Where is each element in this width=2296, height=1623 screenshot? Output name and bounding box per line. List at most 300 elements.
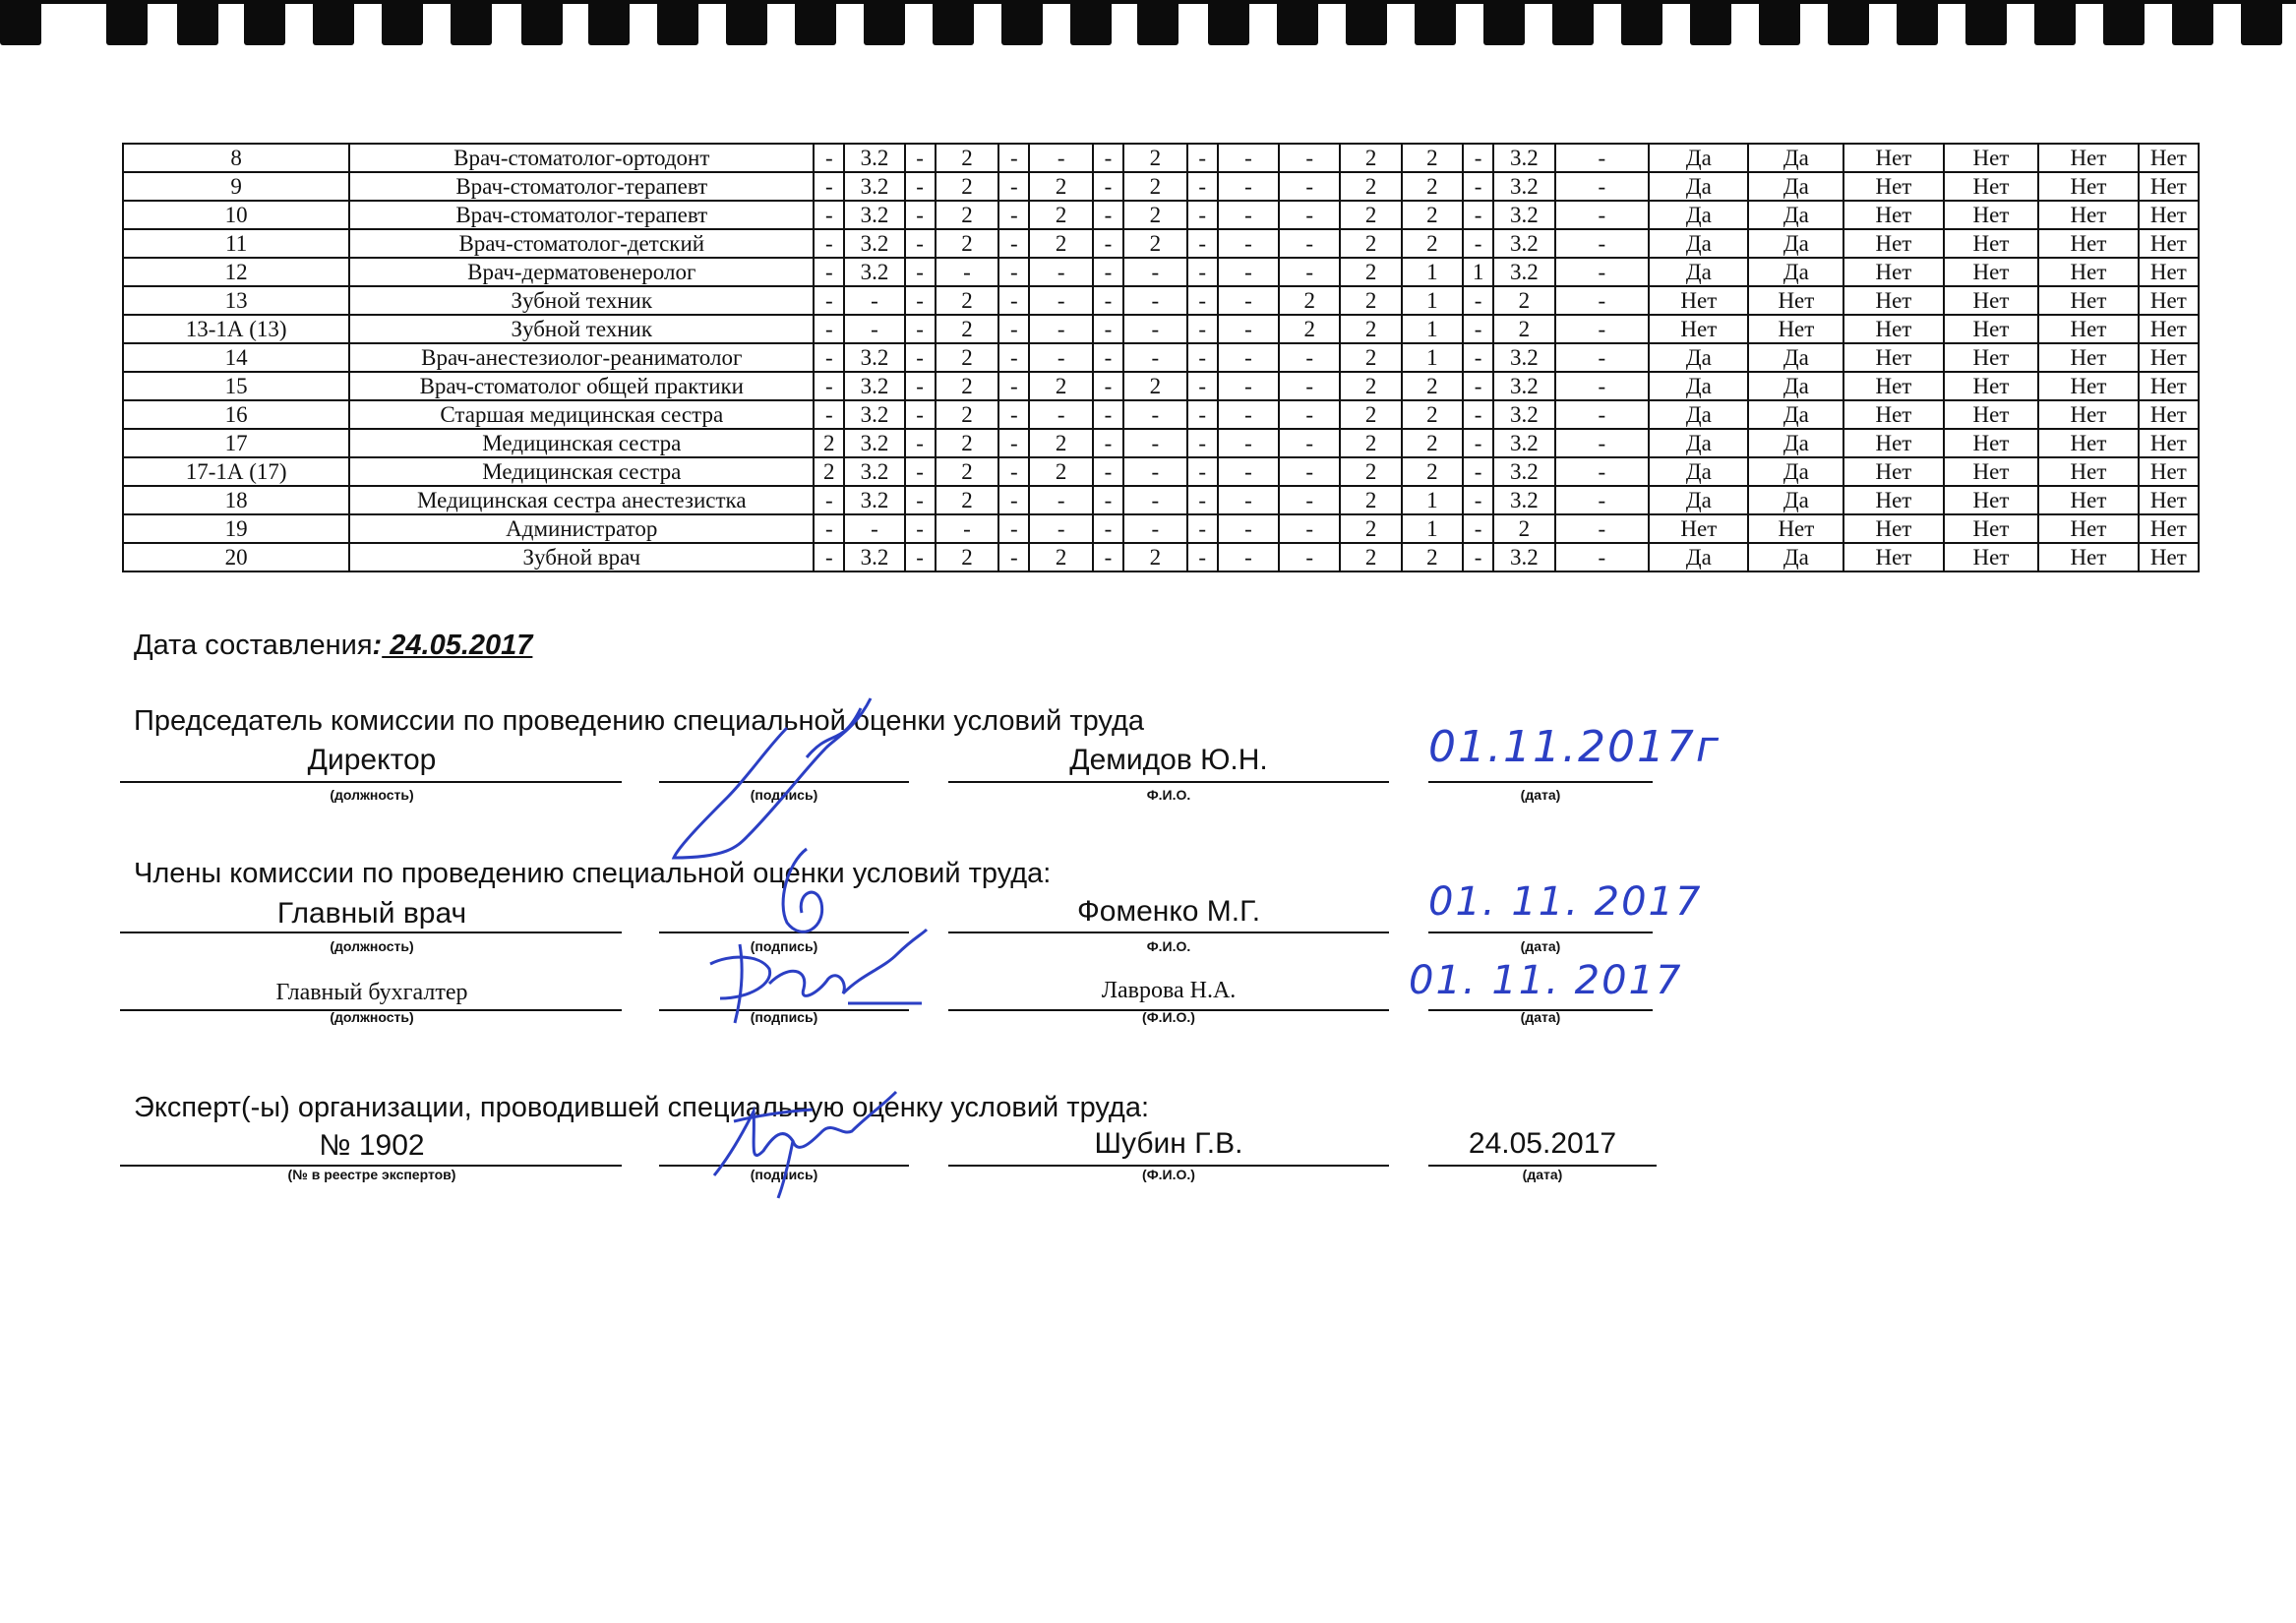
binding-hole [933,0,974,45]
table-cell: - [844,315,904,343]
table-cell: 3.2 [1493,457,1554,486]
member-1-caption-position: (должность) [330,938,414,954]
table-cell: - [998,514,1029,543]
table-cell: 3.2 [844,372,904,400]
table-cell: - [1093,514,1123,543]
table-cell: Нет [1843,343,1943,372]
table-cell: - [1093,315,1123,343]
binding-hole [726,0,767,45]
table-cell: Да [1748,429,1843,457]
chairman-caption-name: Ф.И.О. [1146,787,1191,803]
table-cell: - [1029,286,1093,315]
table-cell: Нет [2038,315,2138,343]
table-cell: Нет [2139,258,2199,286]
table-cell: - [1463,286,1493,315]
row-number: 9 [123,172,349,201]
table-cell: 3.2 [1493,486,1554,514]
expert-caption-name: (Ф.И.О.) [1142,1167,1195,1182]
row-number: 17 [123,429,349,457]
table-cell: Да [1748,144,1843,172]
expert-date: 24.05.2017 [1468,1127,1617,1160]
table-cell: Нет [1843,229,1943,258]
table-cell: - [1555,429,1650,457]
table-cell: - [814,486,844,514]
table-cell: - [814,258,844,286]
table-cell: Нет [2139,286,2199,315]
table-cell: Да [1748,486,1843,514]
table-cell: - [1218,201,1279,229]
table-cell: 2 [936,286,999,315]
table-cell: - [1279,514,1340,543]
binding-hole [588,0,630,45]
table-cell: 2 [1402,400,1463,429]
table-cell: 2 [936,201,999,229]
binding-hole [795,0,836,45]
table-cell: - [1555,172,1650,201]
table-cell: - [998,486,1029,514]
table-cell: Нет [1843,372,1943,400]
table-cell: 2 [1279,286,1340,315]
chairman-caption-signature: (подпись) [750,787,818,803]
table-cell: 3.2 [844,258,904,286]
chairman-heading: Председатель комиссии по проведению специальной оценки условий труда [134,705,1145,737]
table-row [123,286,2199,315]
table-cell: - [905,315,936,343]
table-cell: 3.2 [844,201,904,229]
member-1-position-line [120,932,622,933]
expert-name: Шубин Г.В. [1094,1127,1243,1160]
table-cell: Нет [1944,514,2039,543]
table-cell: Нет [2038,201,2138,229]
table-cell: - [1279,201,1340,229]
table-cell: - [1555,372,1650,400]
member-1-name-line [948,932,1389,933]
table-cell: 2 [936,229,999,258]
table-row [123,514,2199,543]
table-cell: 2 [936,372,999,400]
binding-hole [2241,0,2282,45]
row-number: 18 [123,486,349,514]
table-cell: - [814,229,844,258]
table-cell: 2 [1123,229,1187,258]
table-cell: Нет [1843,514,1943,543]
table-cell: - [1187,429,1218,457]
table-cell: Нет [1843,286,1943,315]
table-cell: 1 [1402,258,1463,286]
table-cell: - [905,514,936,543]
table-cell: Нет [2139,144,2199,172]
table-cell: 2 [936,429,999,457]
table-cell: - [1218,315,1279,343]
table-cell: - [1123,286,1187,315]
table-cell: 2 [1402,372,1463,400]
table-cell: - [814,315,844,343]
table-cell: 1 [1402,315,1463,343]
table-cell: 2 [1029,543,1093,571]
table-cell: - [1093,343,1123,372]
table-cell: 3.2 [1493,172,1554,201]
member-1-date: 01. 11. 2017 [1428,879,1703,925]
table-cell: 2 [1340,543,1401,571]
job-title: Медицинская сестра [349,457,814,486]
table-cell: - [1093,172,1123,201]
table-cell: - [1093,429,1123,457]
table-cell: - [1093,543,1123,571]
table-cell: - [905,429,936,457]
table-row [123,543,2199,571]
binding-hole [864,0,905,45]
table-cell: - [1463,201,1493,229]
job-title: Врач-дерматовенеролог [349,258,814,286]
table-cell: - [814,172,844,201]
table-cell: 2 [1493,514,1554,543]
table-cell: - [1029,486,1093,514]
table-cell: Нет [1944,201,2039,229]
member-1-date-line [1428,932,1653,933]
table-cell: Нет [2038,486,2138,514]
table-cell: Нет [2139,400,2199,429]
spiral-binding [0,0,2296,61]
table-cell: - [814,514,844,543]
table-cell: - [1555,201,1650,229]
table-cell: - [1218,400,1279,429]
table-cell: - [1187,372,1218,400]
table-cell: - [1218,144,1279,172]
table-cell: 3.2 [1493,144,1554,172]
table-cell: 2 [814,429,844,457]
table-cell: Нет [1944,400,2039,429]
chairman-position-line [120,781,622,783]
table-cell: - [1218,343,1279,372]
table-cell: - [1555,400,1650,429]
expert-heading: Эксперт(-ы) организации, проводившей специальную оценку условий труда: [134,1092,1150,1123]
member-2-position: Главный бухгалтер [275,980,468,1005]
table-cell: - [1123,514,1187,543]
table-cell: - [1187,258,1218,286]
table-row [123,429,2199,457]
table-cell: 3.2 [844,457,904,486]
table-cell: Нет [2038,258,2138,286]
table-cell: - [998,372,1029,400]
table-cell: 2 [1402,429,1463,457]
table-cell: - [1555,514,1650,543]
binding-hole [1552,0,1594,45]
table-cell: Нет [1944,258,2039,286]
table-cell: Да [1649,343,1748,372]
binding-hole [106,0,148,45]
table-row [123,144,2199,172]
table-cell: 2 [1340,172,1401,201]
member-2-caption-name: (Ф.И.О.) [1142,1009,1195,1025]
table-cell: 2 [936,543,999,571]
chairman-caption-position: (должность) [330,787,414,803]
date-compiled-value: 24.05.2017 [382,630,533,661]
table-cell: 2 [1340,229,1401,258]
table-cell: - [1463,400,1493,429]
table-cell: - [1218,514,1279,543]
table-cell: - [1187,229,1218,258]
row-number: 11 [123,229,349,258]
table-row [123,400,2199,429]
table-cell: 2 [1402,144,1463,172]
job-title: Медицинская сестра анестезистка [349,486,814,514]
table-cell: Нет [1944,229,2039,258]
table-cell: Да [1748,400,1843,429]
job-title: Врач-стоматолог-терапевт [349,201,814,229]
binding-hole [521,0,563,45]
table-cell: - [998,201,1029,229]
table-row [123,343,2199,372]
table-cell: 2 [1123,172,1187,201]
table-cell: - [1123,429,1187,457]
binding-hole [2103,0,2145,45]
table-cell: - [998,229,1029,258]
table-cell: - [1555,457,1650,486]
date-compiled-label: Дата составления [134,630,373,661]
table-cell: 2 [1340,400,1401,429]
table-cell: - [905,400,936,429]
date-compiled [134,630,532,662]
table-cell: Да [1649,372,1748,400]
table-cell: 3.2 [1493,400,1554,429]
table-cell: - [1218,172,1279,201]
table-cell: 2 [1123,543,1187,571]
table-cell: Нет [1944,144,2039,172]
row-number: 10 [123,201,349,229]
table-cell: 2 [1402,229,1463,258]
table-cell: - [844,286,904,315]
table-cell: - [1555,343,1650,372]
table-cell: Нет [1649,514,1748,543]
table-cell: - [1279,429,1340,457]
table-cell: Нет [1944,343,2039,372]
table-cell: - [936,258,999,286]
table-cell: - [1029,343,1093,372]
chairman-name: Демидов Ю.Н. [1069,744,1268,776]
table-cell: - [905,486,936,514]
table-cell: Нет [2139,315,2199,343]
table-cell: - [905,229,936,258]
table-cell: - [1463,372,1493,400]
table-cell: - [1463,172,1493,201]
table-cell: 2 [1279,315,1340,343]
table-row [123,372,2199,400]
job-title: Медицинская сестра [349,429,814,457]
table-cell: - [998,172,1029,201]
binding-hole [382,0,423,45]
table-cell: Нет [1748,286,1843,315]
table-cell: - [1218,486,1279,514]
table-cell: - [936,514,999,543]
table-cell: - [1187,343,1218,372]
table-cell: - [1187,457,1218,486]
binding-hole [657,0,698,45]
table-cell: 3.2 [1493,201,1554,229]
row-number: 13 [123,286,349,315]
table-cell: 3.2 [1493,372,1554,400]
table-row [123,172,2199,201]
table-cell: 3.2 [844,429,904,457]
table-cell: - [1093,457,1123,486]
table-cell: - [1123,343,1187,372]
table-cell: Нет [2139,229,2199,258]
table-cell: 1 [1463,258,1493,286]
table-cell: - [1029,315,1093,343]
job-title: Зубной врач [349,543,814,571]
table-cell: Нет [2038,400,2138,429]
table-cell: Нет [2038,144,2138,172]
table-cell: - [905,543,936,571]
binding-hole [1759,0,1800,45]
member-2-caption-signature: (подпись) [750,1009,818,1025]
table-cell: - [1029,144,1093,172]
table-cell: Да [1649,429,1748,457]
table-cell: 2 [1029,457,1093,486]
table-cell: Да [1649,457,1748,486]
binding-hole [1208,0,1249,45]
table-cell: 2 [1340,457,1401,486]
table-cell: 2 [1340,486,1401,514]
table-cell: - [1555,229,1650,258]
binding-hole [1897,0,1938,45]
table-cell: 2 [1340,144,1401,172]
table-cell: Нет [2038,543,2138,571]
table-cell: - [1555,144,1650,172]
table-cell: Нет [1944,286,2039,315]
expert-signature [695,1082,911,1200]
table-cell: 2 [1029,201,1093,229]
table-cell: Да [1748,372,1843,400]
binding-hole [313,0,354,45]
table-cell: - [998,343,1029,372]
member-2-date: 01. 11. 2017 [1409,958,1683,1003]
job-title: Врач-анестезиолог-реаниматолог [349,343,814,372]
table-cell: 2 [936,172,999,201]
table-cell: - [1093,144,1123,172]
expert-caption-signature: (подпись) [750,1167,818,1182]
table-cell: - [1187,172,1218,201]
job-title: Врач-стоматолог-детский [349,229,814,258]
table-cell: 2 [936,486,999,514]
member-2-signature [700,925,937,1043]
binding-hole [244,0,285,45]
table-cell: - [1279,172,1340,201]
member-2-name: Лаврова Н.А. [1101,978,1237,1003]
table-cell: - [905,457,936,486]
table-cell: Нет [2038,172,2138,201]
binding-hole [2172,0,2213,45]
member-1-position: Главный врач [276,897,467,930]
chairman-position: Директор [307,744,437,776]
table-row [123,258,2199,286]
table-cell: - [1279,372,1340,400]
table-cell: 2 [1402,457,1463,486]
expert-caption-date: (дата) [1522,1167,1563,1182]
member-2-caption-date: (дата) [1520,1009,1561,1025]
table-cell: - [1463,514,1493,543]
row-number: 8 [123,144,349,172]
table-cell: Нет [2139,486,2199,514]
table-cell: - [1218,429,1279,457]
table-cell: - [1218,258,1279,286]
table-cell: - [814,343,844,372]
table-cell: - [905,144,936,172]
binding-hole [1965,0,2007,45]
table-cell: 2 [1402,172,1463,201]
table-cell: 2 [1029,229,1093,258]
member-1-name: Фоменко М.Г. [1076,895,1261,928]
binding-hole [1690,0,1731,45]
table-cell: Да [1649,229,1748,258]
table-row [123,201,2199,229]
table-cell: Да [1748,543,1843,571]
table-cell: - [1279,486,1340,514]
table-cell: 3.2 [844,543,904,571]
table-cell: 2 [1123,201,1187,229]
table-cell: Нет [1748,514,1843,543]
table-cell: - [905,372,936,400]
table-cell: Нет [1944,429,2039,457]
table-cell: - [1123,315,1187,343]
table-cell: Нет [2139,201,2199,229]
table-cell: 3.2 [1493,543,1554,571]
table-cell: Да [1748,201,1843,229]
table-cell: - [998,258,1029,286]
table-cell: 2 [936,144,999,172]
binding-hole [1346,0,1387,45]
table-cell: - [1218,372,1279,400]
table-cell: - [1123,400,1187,429]
table-cell: - [1463,343,1493,372]
table-cell: - [1187,514,1218,543]
table-cell: Да [1748,343,1843,372]
binding-hole [1137,0,1178,45]
table-cell: Нет [1843,400,1943,429]
table-cell: Нет [1944,457,2039,486]
table-cell: Нет [2038,286,2138,315]
table-cell: Нет [1944,372,2039,400]
table-cell: - [1123,457,1187,486]
table-cell: - [1463,457,1493,486]
table-cell: - [1093,258,1123,286]
job-title: Зубной техник [349,286,814,315]
table-cell: 2 [1340,286,1401,315]
table-cell: 3.2 [844,343,904,372]
table-cell: Да [1649,172,1748,201]
table-cell: - [1555,286,1650,315]
table-cell: Да [1748,258,1843,286]
table-cell: - [1555,543,1650,571]
table-cell: - [905,258,936,286]
table-cell: - [1187,144,1218,172]
date-compiled-colon: : [372,630,383,661]
chairman-date-line [1428,781,1653,783]
table-cell: Да [1748,172,1843,201]
table-cell: 2 [1340,429,1401,457]
chairman-signature [669,689,905,866]
table-cell: Нет [1748,315,1843,343]
table-cell: Нет [1944,315,2039,343]
job-title: Администратор [349,514,814,543]
table-cell: Нет [2139,372,2199,400]
job-title: Старшая медицинская сестра [349,400,814,429]
row-number: 14 [123,343,349,372]
expert-caption-registry: (№ в реестре экспертов) [287,1167,456,1182]
table-cell: - [1463,315,1493,343]
table-cell: 2 [1340,258,1401,286]
row-number: 15 [123,372,349,400]
table-cell: 2 [1029,429,1093,457]
